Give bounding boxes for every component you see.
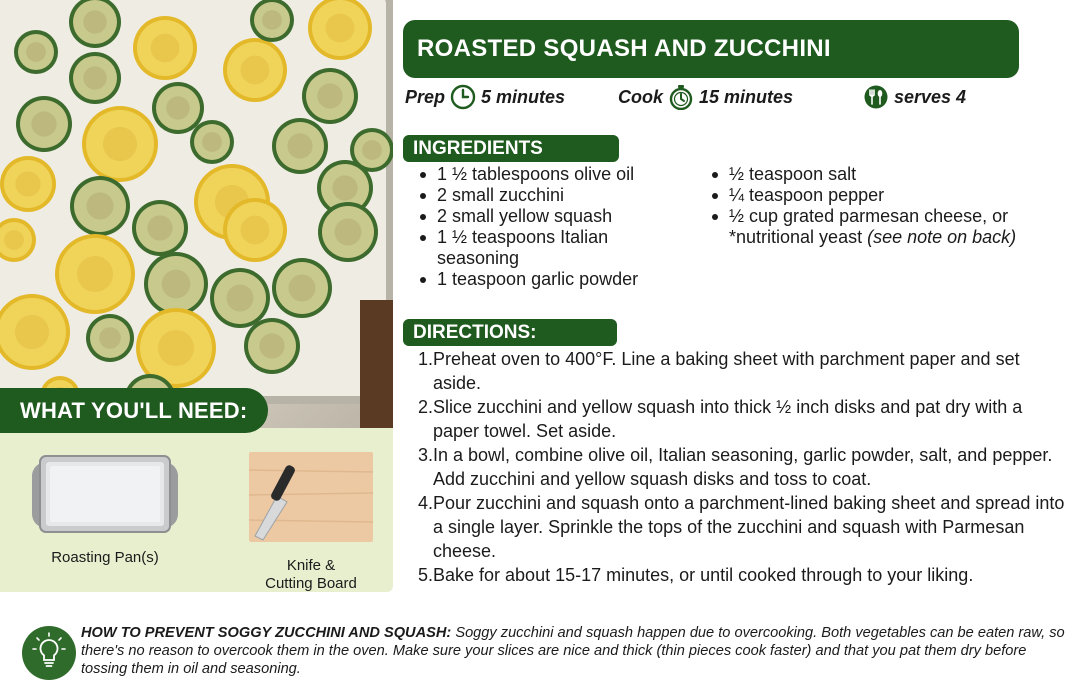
tip-text [81, 624, 1071, 678]
zucchini-seeds [87, 193, 114, 220]
direction-step [418, 395, 1068, 443]
squash-seeds [241, 216, 270, 245]
zucchini-seeds [26, 42, 46, 62]
tool-label: Knife & Cutting Board [265, 557, 357, 592]
zucchini-seeds [262, 10, 282, 30]
zucchini-seeds [166, 96, 189, 119]
ingredient-item: ½ teaspoon salt [707, 164, 1067, 185]
ingredients-list-left [415, 164, 685, 290]
ingredient-item: ¼ teaspoon pepper [707, 185, 1067, 206]
prep-value: 5 minutes [481, 86, 566, 107]
roasting-pan-icon [30, 452, 180, 536]
servings [858, 84, 966, 110]
clock-icon [450, 84, 476, 110]
recipe-meta [405, 84, 1075, 114]
cook-time [618, 84, 793, 110]
direction-step [418, 563, 1068, 587]
serves-value: serves 4 [894, 86, 967, 107]
ingredients-list-right [707, 164, 1067, 248]
zucchini-seeds [83, 10, 106, 33]
roasted-vegetables-image [0, 0, 393, 428]
fork-spoon-plate-icon [863, 84, 889, 110]
directions-heading: DIRECTIONS: [403, 319, 617, 346]
ingredient-note: (see note on back) [867, 227, 1017, 247]
ingredient-text: ½ cup grated parmesan cheese, or *nutritional yeast [729, 206, 1009, 247]
step-number: 3. [418, 445, 434, 465]
zucchini-seeds [31, 111, 56, 136]
zucchini-seeds [162, 270, 191, 299]
tool-roasting-pan [30, 452, 180, 567]
direction-step [418, 347, 1068, 395]
zucchini-seeds [227, 285, 254, 312]
direction-step [418, 491, 1068, 563]
ingredient-item: 1 ½ teaspoons Italian seasoning [415, 227, 685, 269]
prep-time [405, 84, 565, 110]
step-text: Pour zucchini and squash onto a parchment-lined baking sheet and spread into a single layer. Sprinkle the tops of the zucchini and squash with Parmesan cheese. [433, 493, 1065, 561]
direction-step [418, 443, 1068, 491]
step-text: In a bowl, combine olive oil, Italian seasoning, garlic powder, salt, and pepper. Add zucchini and yellow squash disks and toss to coat. [433, 445, 1053, 489]
step-text: Bake for about 15-17 minutes, or until cooked through to your liking. [433, 565, 974, 585]
squash-seeds [151, 34, 180, 63]
recipe-photo [0, 0, 393, 428]
prep-label: Prep [405, 86, 446, 107]
step-number: 5. [418, 565, 434, 585]
tool-knife-board [246, 450, 376, 593]
step-number: 4. [418, 493, 434, 513]
step-text: Preheat oven to 400°F. Line a baking sheet with parchment paper and set aside. [433, 349, 1020, 393]
zucchini-seeds [332, 175, 357, 200]
cook-label: Cook [618, 86, 663, 107]
squash-seeds [241, 56, 270, 85]
ingredient-item: 1 ½ tablespoons olive oil [415, 164, 685, 185]
squash-seeds [4, 230, 24, 250]
zucchini-seeds [362, 140, 382, 160]
tip-heading: HOW TO PREVENT SOGGY ZUCCHINI AND SQUASH: [81, 625, 452, 641]
stopwatch-icon [668, 84, 694, 110]
zucchini-seeds [202, 132, 222, 152]
step-number: 1. [418, 349, 434, 369]
directions-list [418, 347, 1068, 587]
step-number: 2. [418, 397, 434, 417]
zucchini-seeds [335, 219, 362, 246]
cook-value: 15 minutes [699, 86, 794, 107]
ingredient-item [707, 206, 1067, 248]
zucchini-seeds [259, 333, 284, 358]
step-text: Slice zucchini and yellow squash into thick ½ inch disks and pat dry with a paper towel. Set aside. [433, 397, 1023, 441]
squash-seeds [326, 14, 355, 43]
zucchini-seeds [99, 327, 121, 349]
squash-seeds [158, 330, 194, 366]
squash-seeds [77, 256, 113, 292]
table-edge [360, 300, 393, 428]
zucchini-seeds [289, 275, 316, 302]
tool-label: Roasting Pan(s) [51, 549, 159, 566]
tools-heading: WHAT YOU'LL NEED: [0, 388, 268, 433]
recipe-title: ROASTED SQUASH AND ZUCCHINI [403, 20, 1019, 78]
tip-body: Soggy zucchini and squash happen due to overcooking. Both vegetables can be eaten raw, so there's no reason to overcook them in the oven. Make sure your slices are nice and thick (thin pieces cook faster) and that you pat them dry before tossing them in oil and seasoning. [81, 625, 1065, 677]
ingredients-heading: INGREDIENTS [403, 135, 619, 162]
squash-seeds [15, 315, 49, 349]
zucchini-seeds [147, 215, 172, 240]
lightbulb-icon [22, 626, 76, 680]
ingredient-item: 2 small yellow squash [415, 206, 685, 227]
squash-seeds [15, 171, 40, 196]
ingredient-item: 1 teaspoon garlic powder [415, 269, 685, 290]
ingredient-item: 2 small zucchini [415, 185, 685, 206]
zucchini-seeds [83, 66, 106, 89]
knife-cutting-board-icon [247, 450, 375, 544]
squash-seeds [103, 127, 137, 161]
zucchini-seeds [317, 83, 342, 108]
zucchini-seeds [287, 133, 312, 158]
